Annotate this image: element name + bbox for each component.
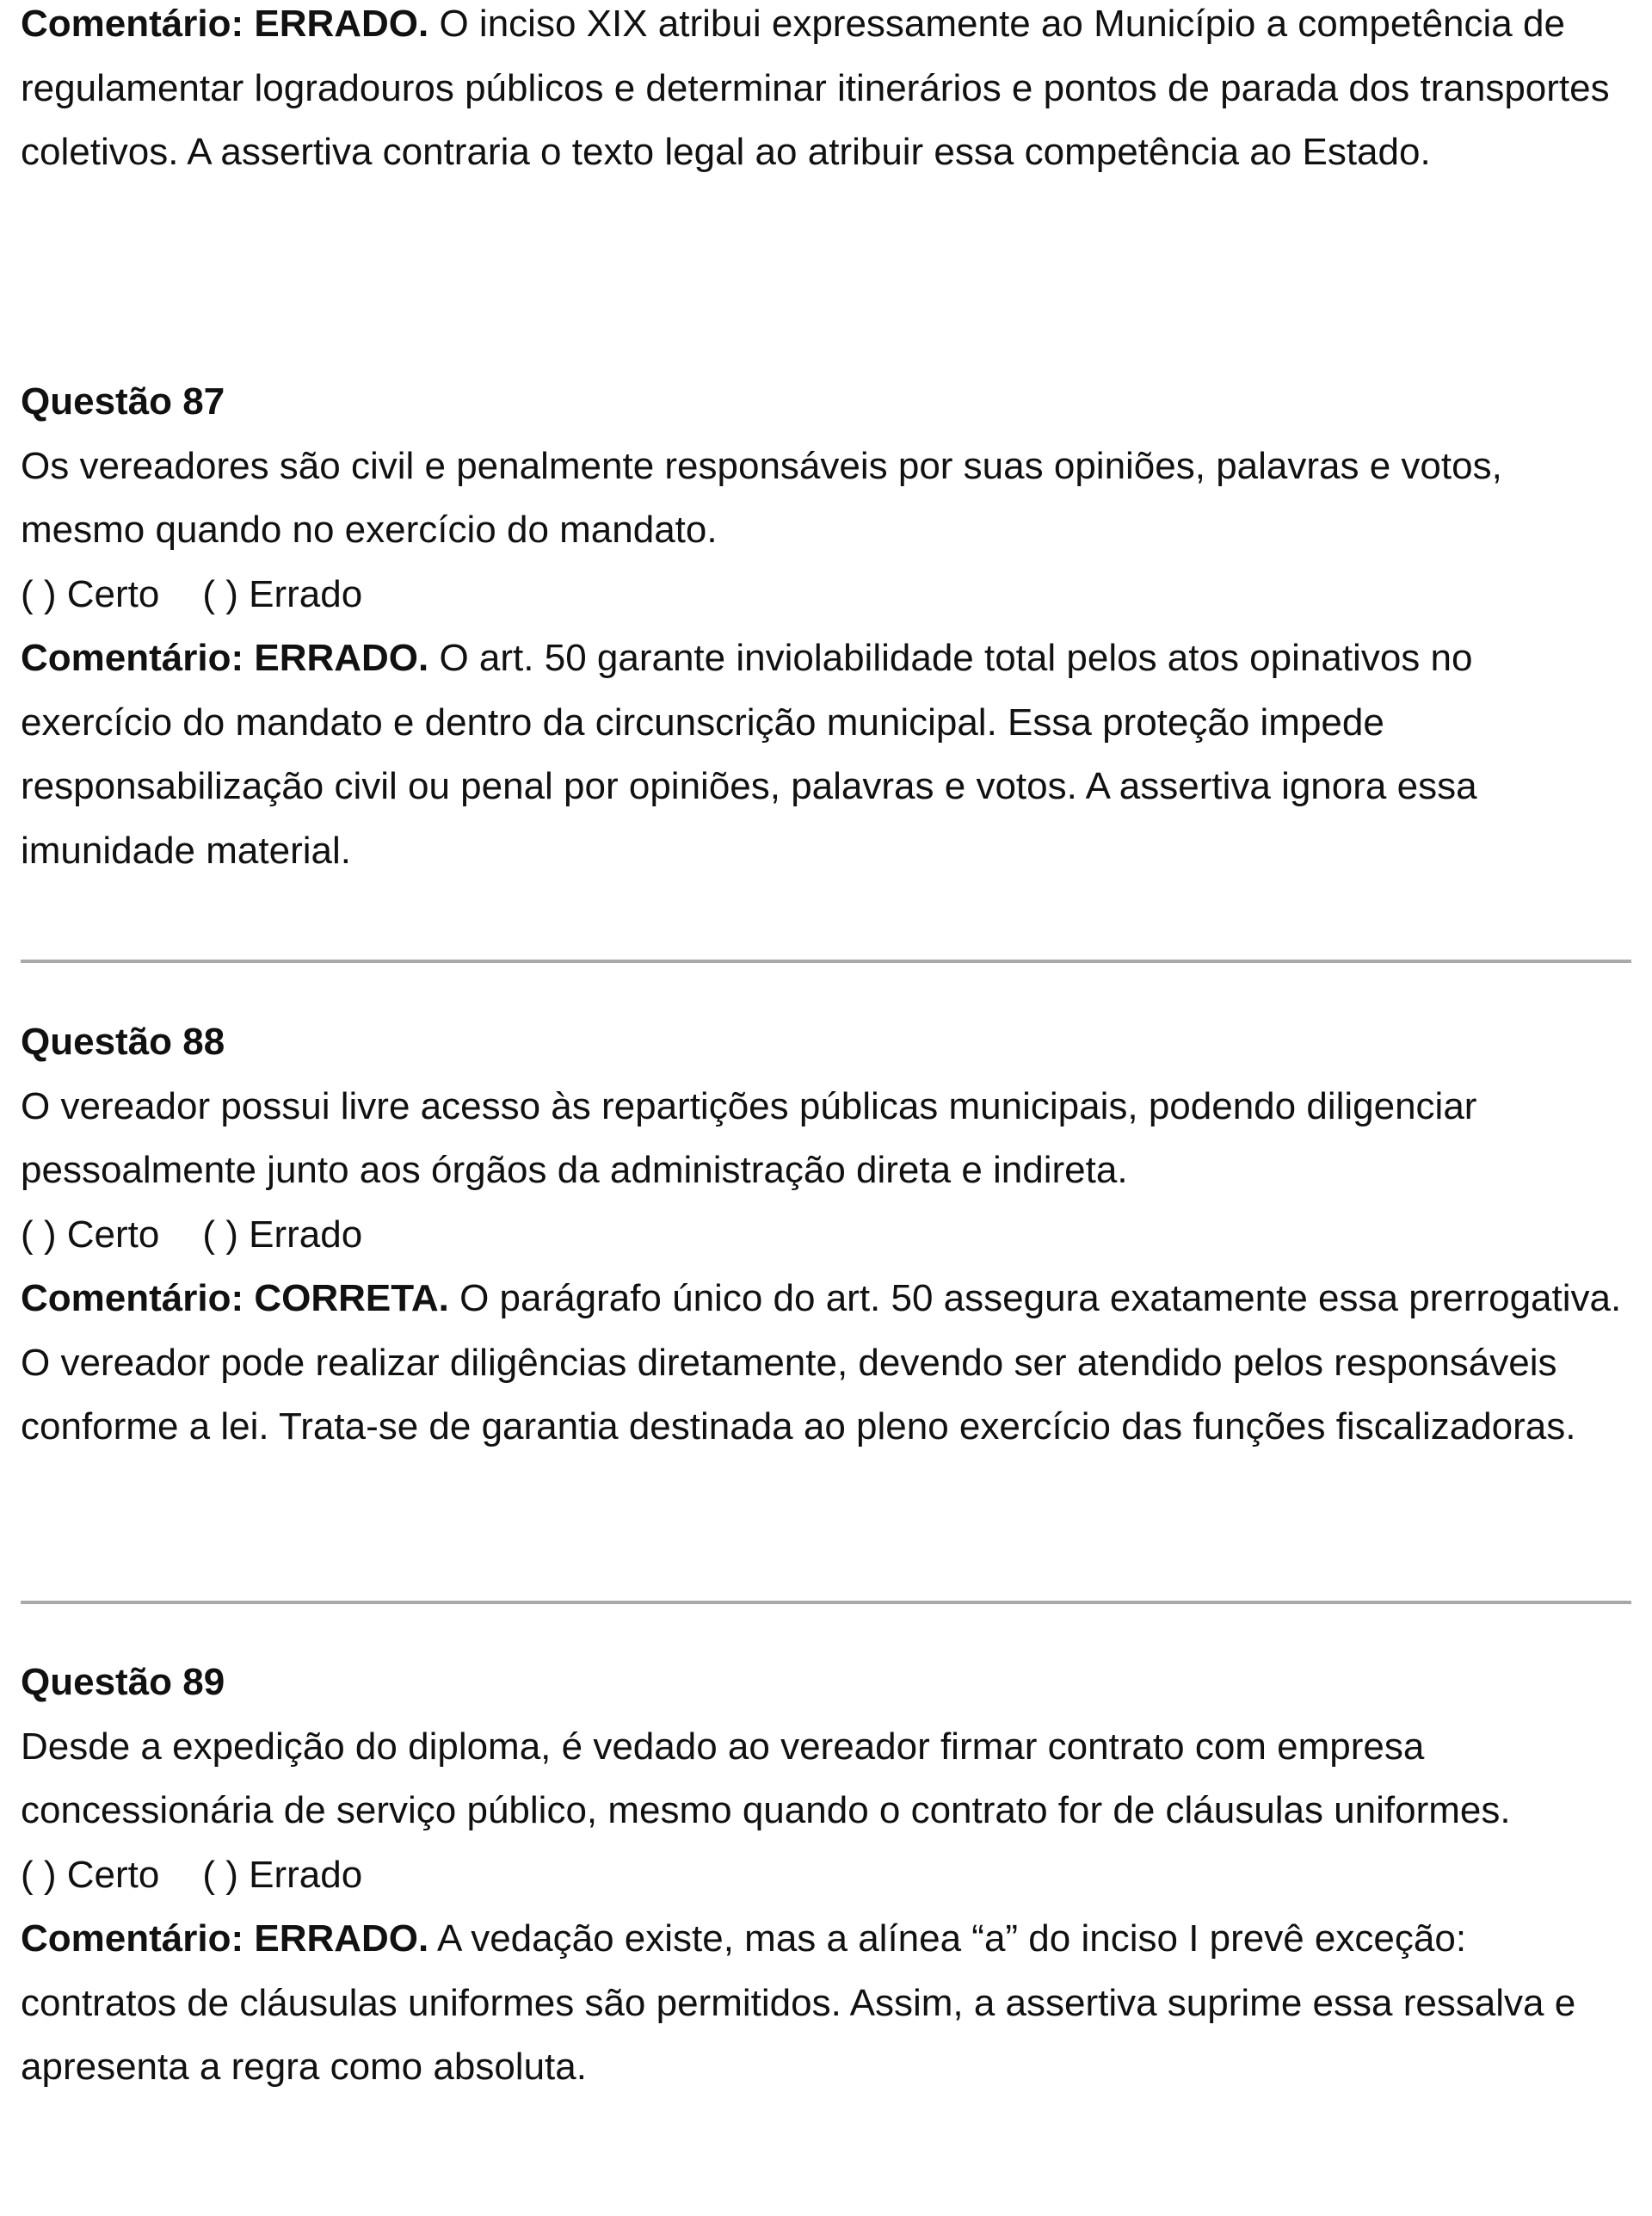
comment-label: Comentário: ERRADO. <box>21 1917 429 1960</box>
option-errado: ( ) Errado <box>202 572 363 615</box>
question-title: Questão 88 <box>21 1021 225 1063</box>
previous-comment <box>21 0 1631 185</box>
option-certo: ( ) Certo <box>21 1853 160 1896</box>
comment-text: O art. 50 garante inviolabilidade total pelos atos opinativos no exercício do mandato e dentro da circunscrição municipal. Essa proteção impede responsabilização civil ou penal por opiniões, palavras e votos. A assertiva ignora essa imunidade material. <box>21 637 1477 872</box>
question-statement: Desde a expedição do diploma, é vedado ao vereador firmar contrato com empresa concessionária de serviço público, mesmo quando o contrato for de cláusulas uniformes. <box>21 1725 1511 1831</box>
question-statement: O vereador possui livre acesso às repartições públicas municipais, podendo diligenciar pessoalmente junto aos órgãos da administração direta e indireta. <box>21 1084 1477 1191</box>
comment-text: O parágrafo único do art. 50 assegura exatamente essa prerrogativa. O vereador pode realizar diligências diretamente, devendo ser atendido pelos responsáveis conforme a lei. Trata-se de garantia destinada ao pleno exercício das funções fiscalizadoras. <box>21 1277 1622 1447</box>
option-errado: ( ) Errado <box>202 1213 363 1256</box>
answer-options <box>21 563 1631 627</box>
question-89 <box>21 1651 1631 2100</box>
question-comment <box>21 1907 1631 2100</box>
question-comment <box>21 627 1631 883</box>
comment-text: O inciso XIX atribui expressamente ao Município a competência de regulamentar logradouros públicos e determinar itinerários e pontos de parada dos transportes coletivos. A assertiva contraria o texto legal ao atribuir essa competência ao Estado. <box>21 3 1610 173</box>
comment-label: Comentário: ERRADO. <box>21 3 429 45</box>
comment-text: A vedação existe, mas a alínea “a” do inciso I prevê exceção: contratos de cláusulas uniformes são permitidos. Assim, a assertiva suprime essa ressalva e apresenta a regra como absoluta. <box>21 1917 1576 2088</box>
answer-options <box>21 1203 1631 1268</box>
question-title: Questão 89 <box>21 1661 225 1703</box>
option-certo: ( ) Certo <box>21 1213 160 1256</box>
section-divider <box>21 1601 1631 1604</box>
question-88 <box>21 1010 1631 1460</box>
comment-label: Comentário: ERRADO. <box>21 637 429 679</box>
question-statement: Os vereadores são civil e penalmente responsáveis por suas opiniões, palavras e votos, mesmo quando no exercício do mandato. <box>21 444 1502 551</box>
question-87 <box>21 370 1631 883</box>
question-comment <box>21 1267 1631 1460</box>
comment-label: Comentário: CORRETA. <box>21 1277 449 1319</box>
answer-options <box>21 1843 1631 1908</box>
option-errado: ( ) Errado <box>202 1853 363 1896</box>
document-page <box>21 0 1631 2088</box>
section-divider <box>21 960 1631 963</box>
option-certo: ( ) Certo <box>21 572 160 615</box>
question-title: Questão 87 <box>21 380 225 423</box>
